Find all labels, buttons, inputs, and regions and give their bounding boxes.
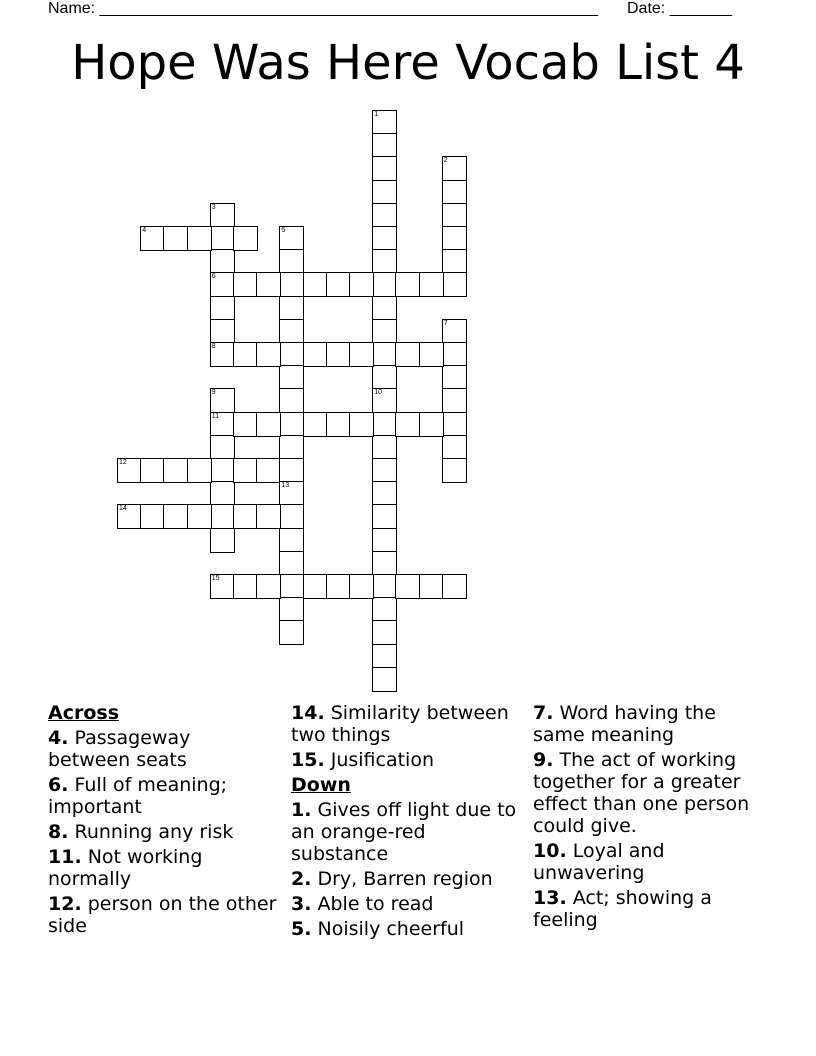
- grid-cell[interactable]: [372, 226, 397, 251]
- grid-cell[interactable]: [442, 435, 467, 460]
- across-heading: Across: [48, 702, 120, 724]
- grid-cell[interactable]: [303, 272, 328, 297]
- clue: [291, 868, 521, 890]
- grid-cell[interactable]: [279, 597, 304, 622]
- clue-text: person on the other side: [48, 893, 277, 937]
- grid-cell[interactable]: [256, 342, 281, 367]
- grid-cell[interactable]: [210, 272, 235, 297]
- grid-cell[interactable]: [279, 272, 304, 297]
- grid-cell[interactable]: [349, 574, 374, 599]
- clue-number-label: 11.: [48, 846, 82, 868]
- clue-text: The act of working together for a greater effect than one person could give.: [533, 749, 750, 837]
- clue-column-2: [291, 702, 521, 943]
- grid-cell[interactable]: [279, 412, 304, 437]
- grid-cell[interactable]: [395, 412, 420, 437]
- clue-number-label: 4.: [48, 727, 69, 749]
- grid-cell[interactable]: [372, 203, 397, 228]
- grid-cell[interactable]: [442, 156, 467, 181]
- clue-number: 14: [119, 505, 127, 513]
- grid-cell[interactable]: [372, 481, 397, 506]
- clue-number: 12: [119, 459, 127, 466]
- clue-number: 7: [443, 319, 448, 327]
- grid-cell[interactable]: [233, 504, 258, 529]
- grid-cell[interactable]: [303, 412, 328, 437]
- grid-cell[interactable]: [210, 528, 235, 553]
- grid-cell[interactable]: [372, 667, 397, 692]
- grid-cell[interactable]: [372, 296, 397, 321]
- grid-cell[interactable]: [442, 226, 467, 251]
- grid-cell[interactable]: [442, 342, 467, 367]
- clue-number: 3: [211, 203, 216, 211]
- clue: [48, 821, 278, 843]
- grid-cell[interactable]: [349, 272, 374, 297]
- clue-number: 11: [211, 412, 220, 420]
- grid-cell[interactable]: [372, 574, 397, 599]
- clue-text: Gives off light due to an orange-red substance: [291, 799, 517, 865]
- grid-cell[interactable]: [256, 574, 281, 599]
- clue: [533, 840, 773, 884]
- clue-number-label: 7.: [533, 702, 554, 724]
- grid-cell[interactable]: [419, 342, 444, 367]
- grid-cell[interactable]: [256, 458, 281, 483]
- grid-cell[interactable]: [326, 272, 351, 297]
- grid-cell[interactable]: [303, 574, 328, 599]
- clue-number: 4: [142, 227, 147, 234]
- clue: [533, 749, 773, 837]
- grid-cell[interactable]: [279, 365, 304, 390]
- clue-column-3: [533, 702, 773, 934]
- grid-cell[interactable]: [442, 249, 467, 274]
- clue: [48, 893, 278, 937]
- clue: [48, 846, 278, 890]
- grid-cell[interactable]: [442, 412, 467, 437]
- grid-cell[interactable]: [279, 620, 304, 645]
- grid-cell[interactable]: [279, 528, 304, 553]
- clue-number-label: 2.: [291, 868, 312, 890]
- clue: [533, 702, 773, 746]
- grid-cell[interactable]: [210, 412, 235, 437]
- clue-text: Word having the same meaning: [533, 702, 716, 746]
- grid-cell[interactable]: [140, 458, 165, 483]
- grid-cell[interactable]: [279, 551, 304, 576]
- grid-cell[interactable]: [163, 504, 188, 529]
- clue-number-label: 15.: [291, 749, 325, 771]
- grid-cell[interactable]: [233, 226, 258, 251]
- grid-cell[interactable]: [372, 551, 397, 576]
- clue: [291, 918, 521, 940]
- clue-number: 8: [211, 343, 216, 350]
- grid-cell[interactable]: [442, 203, 467, 228]
- grid-cell[interactable]: [372, 504, 397, 529]
- grid-cell[interactable]: [419, 574, 444, 599]
- clue-text: Able to read: [311, 893, 434, 915]
- clue-text: Passageway between seats: [48, 727, 191, 771]
- clue-text: Running any risk: [68, 821, 234, 843]
- clue-text: Noisily cheerful: [311, 918, 465, 940]
- grid-cell[interactable]: [279, 249, 304, 274]
- clue-text: Full of meaning; important: [48, 774, 228, 818]
- grid-cell[interactable]: [187, 226, 212, 251]
- clue-number: 6: [211, 273, 216, 281]
- clue-text: Loyal and unwavering: [533, 840, 665, 884]
- grid-cell[interactable]: [442, 388, 467, 413]
- grid-cell[interactable]: [210, 504, 235, 529]
- clue-number: 5: [281, 227, 286, 234]
- grid-cell[interactable]: [279, 226, 304, 251]
- grid-cell[interactable]: [279, 435, 304, 460]
- grid-cell[interactable]: [372, 528, 397, 553]
- clue-column-1: [48, 702, 278, 940]
- clue: [291, 799, 521, 865]
- grid-cell[interactable]: [372, 620, 397, 645]
- clue-number: 1: [374, 111, 379, 118]
- grid-cell[interactable]: [210, 203, 235, 228]
- clue-number-label: 12.: [48, 893, 82, 915]
- grid-cell[interactable]: [210, 574, 235, 599]
- clue-number: 10: [374, 389, 382, 397]
- clue-text: Dry, Barren region: [311, 868, 493, 890]
- grid-cell[interactable]: [233, 342, 258, 367]
- clue-number: 13: [281, 482, 290, 490]
- grid-cell[interactable]: [372, 133, 397, 158]
- grid-cell[interactable]: [117, 504, 142, 529]
- grid-cell[interactable]: [233, 574, 258, 599]
- grid-cell[interactable]: [210, 388, 235, 413]
- clue: [291, 702, 521, 746]
- grid-cell[interactable]: [442, 272, 467, 297]
- grid-cell[interactable]: [419, 412, 444, 437]
- grid-cell[interactable]: [187, 458, 212, 483]
- grid-cell[interactable]: [419, 272, 444, 297]
- page-title: Hope Was Here Vocab List 4: [71, 35, 745, 91]
- grid-cell[interactable]: [442, 319, 467, 344]
- clue: [291, 749, 521, 771]
- grid-cell[interactable]: [372, 249, 397, 274]
- grid-cell[interactable]: [372, 412, 397, 437]
- grid-cell[interactable]: [372, 597, 397, 622]
- clue-text: Similarity between two things: [291, 702, 509, 746]
- clue: [291, 893, 521, 915]
- grid-cell[interactable]: [210, 226, 235, 251]
- grid-cell[interactable]: [256, 504, 281, 529]
- grid-cell[interactable]: [442, 365, 467, 390]
- clue-number-label: 10.: [533, 840, 567, 862]
- grid-cell[interactable]: [326, 574, 351, 599]
- grid-cell[interactable]: [279, 342, 304, 367]
- clue-number-label: 13.: [533, 887, 567, 909]
- clue-text: Jusification: [324, 749, 434, 771]
- clue-number: 9: [211, 389, 216, 397]
- grid-cell[interactable]: [395, 574, 420, 599]
- grid-cell[interactable]: [163, 458, 188, 483]
- grid-cell[interactable]: [210, 342, 235, 367]
- grid-cell[interactable]: [442, 180, 467, 205]
- grid-cell[interactable]: [256, 412, 281, 437]
- grid-cell[interactable]: [372, 110, 397, 135]
- grid-cell[interactable]: [140, 226, 165, 251]
- grid-cell[interactable]: [279, 458, 304, 483]
- grid-cell[interactable]: [279, 574, 304, 599]
- date-field[interactable]: Date: _______: [627, 0, 732, 17]
- grid-cell[interactable]: [395, 342, 420, 367]
- grid-cell[interactable]: [372, 180, 397, 205]
- clue: [48, 727, 278, 771]
- down-heading: Down: [291, 774, 351, 796]
- grid-cell[interactable]: [163, 226, 188, 251]
- grid-cell[interactable]: [279, 296, 304, 321]
- grid-cell[interactable]: [140, 504, 165, 529]
- clue-text: Act; showing a feeling: [533, 887, 712, 931]
- grid-cell[interactable]: [233, 458, 258, 483]
- clue-number-label: 1.: [291, 799, 312, 821]
- grid-cell[interactable]: [210, 249, 235, 274]
- grid-cell[interactable]: [349, 342, 374, 367]
- grid-cell[interactable]: [372, 156, 397, 181]
- clue: [533, 887, 773, 931]
- grid-cell[interactable]: [372, 365, 397, 390]
- grid-cell[interactable]: [372, 272, 397, 297]
- grid-cell[interactable]: [442, 458, 467, 483]
- grid-cell[interactable]: [279, 481, 304, 506]
- grid-cell[interactable]: [372, 319, 397, 344]
- grid-cell[interactable]: [187, 504, 212, 529]
- grid-cell[interactable]: [303, 342, 328, 367]
- clue-number-label: 14.: [291, 702, 325, 724]
- grid-cell[interactable]: [279, 504, 304, 529]
- grid-cell[interactable]: [372, 435, 397, 460]
- grid-cell[interactable]: [372, 342, 397, 367]
- name-field[interactable]: Name: ________________________________________________________: [48, 0, 598, 17]
- grid-cell[interactable]: [210, 435, 235, 460]
- clue-number-label: 9.: [533, 749, 554, 771]
- grid-cell[interactable]: [326, 412, 351, 437]
- grid-cell[interactable]: [279, 319, 304, 344]
- clue-number: 2: [443, 157, 448, 165]
- grid-cell[interactable]: [442, 574, 467, 599]
- grid-cell[interactable]: [210, 481, 235, 506]
- grid-cell[interactable]: [117, 458, 142, 483]
- grid-cell[interactable]: [233, 272, 258, 297]
- grid-cell[interactable]: [210, 319, 235, 344]
- grid-cell[interactable]: [279, 388, 304, 413]
- clue: [48, 774, 278, 818]
- grid-cell[interactable]: [326, 342, 351, 367]
- grid-cell[interactable]: [256, 272, 281, 297]
- grid-cell[interactable]: [372, 644, 397, 669]
- grid-cell[interactable]: [349, 412, 374, 437]
- clue-number-label: 3.: [291, 893, 312, 915]
- grid-cell[interactable]: [372, 388, 397, 413]
- grid-cell[interactable]: [233, 412, 258, 437]
- clue-number-label: 8.: [48, 821, 69, 843]
- clue-number-label: 5.: [291, 918, 312, 940]
- clue-number: 15: [211, 575, 220, 582]
- clue-text: Not working normally: [48, 846, 203, 890]
- grid-cell[interactable]: [210, 296, 235, 321]
- clue-number-label: 6.: [48, 774, 69, 796]
- grid-cell[interactable]: [210, 458, 235, 483]
- grid-cell[interactable]: [395, 272, 420, 297]
- grid-cell[interactable]: [372, 458, 397, 483]
